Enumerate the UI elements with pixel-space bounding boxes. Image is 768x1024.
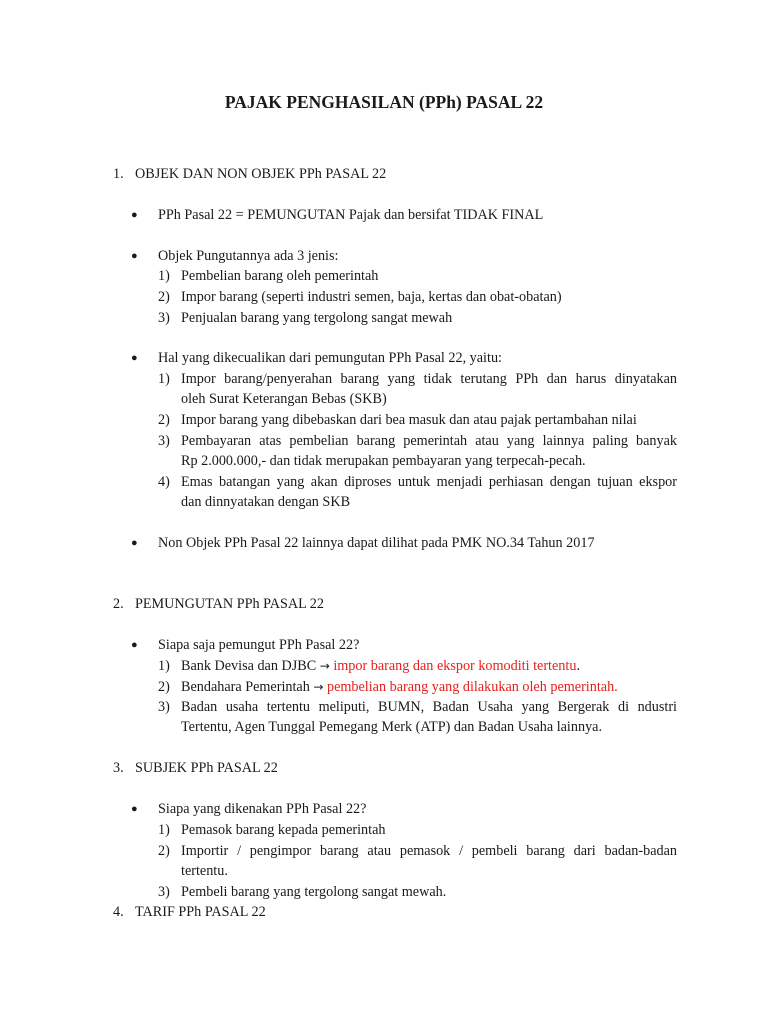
section-title: OBJEK DAN NON OBJEK PPh PASAL 22	[135, 166, 387, 182]
list-number: 3)	[158, 699, 170, 715]
list-number: 3)	[158, 310, 170, 326]
bullet-text: Siapa saja pemungut PPh Pasal 22?	[158, 637, 360, 653]
list-text	[181, 677, 618, 697]
list-number: 1)	[158, 268, 170, 284]
section-number: 4.	[113, 904, 124, 920]
list-text-plain: .	[576, 658, 580, 674]
bullet-icon: ●	[131, 803, 138, 815]
bullet-text: PPh Pasal 22 = PEMUNGUTAN Pajak dan bersifat TIDAK FINAL	[158, 207, 544, 223]
list-text: Impor barang (seperti industri semen, baja, kertas dan obat-obatan)	[181, 289, 562, 305]
highlight-text: pembelian barang yang dilakukan oleh pemerintah.	[326, 679, 618, 695]
list-text: Penjualan barang yang tergolong sangat mewah	[181, 310, 453, 326]
list-text: Pembelian barang oleh pemerintah	[181, 268, 379, 284]
arrow-right-icon: →	[313, 680, 324, 694]
bullet-text: Siapa yang dikenakan PPh Pasal 22?	[158, 801, 367, 817]
list-text: Impor barang yang dibebaskan dari bea masuk dan atau pajak pertambahan nilai	[181, 412, 637, 428]
list-number: 3)	[158, 884, 170, 900]
list-text: tertentu.	[181, 863, 228, 879]
list-number: 2)	[158, 679, 170, 695]
list-number: 1)	[158, 658, 170, 674]
list-text: Importir / pengimpor barang atau pemasok / pembeli barang dari badan-badan	[181, 843, 677, 859]
arrow-right-icon: →	[319, 659, 330, 673]
section-number: 3.	[113, 760, 124, 776]
list-number: 3)	[158, 433, 170, 449]
list-text: Rp 2.000.000,- dan tidak merupakan pembayaran yang terpecah-pecah.	[181, 453, 586, 469]
section-number: 1.	[113, 166, 124, 182]
section-number: 2.	[113, 596, 124, 612]
list-text	[181, 656, 580, 676]
bullet-text: Objek Pungutannya ada 3 jenis:	[158, 248, 339, 264]
list-number: 2)	[158, 412, 170, 428]
highlight-text: impor barang dan ekspor komoditi tertentu	[333, 658, 577, 674]
list-text: Emas batangan yang akan diproses untuk menjadi perhiasan dengan tujuan ekspor	[181, 474, 677, 490]
list-text: Badan usaha tertentu meliputi, BUMN, Badan Usaha yang Bergerak di ndustri	[181, 699, 677, 715]
bullet-icon: ●	[131, 209, 138, 221]
list-text: Impor barang/penyerahan barang yang tidak terutang PPh dan harus dinyatakan	[181, 371, 677, 387]
section-title: SUBJEK PPh PASAL 22	[135, 760, 278, 776]
bullet-icon: ●	[131, 250, 138, 262]
bullet-text: Non Objek PPh Pasal 22 lainnya dapat dilihat pada PMK NO.34 Tahun 2017	[158, 535, 595, 551]
document-title: PAJAK PENGHASILAN (PPh) PASAL 22	[224, 92, 544, 112]
section-title: TARIF PPh PASAL 22	[135, 904, 266, 920]
bullet-icon: ●	[131, 352, 138, 364]
list-text: Pembayaran atas pembelian barang pemerintah atau yang lainnya paling banyak	[181, 433, 677, 449]
list-text: Tertentu, Agen Tunggal Pemegang Merk (ATP) dan Badan Usaha lainnya.	[181, 719, 603, 735]
list-number: 2)	[158, 289, 170, 305]
list-text: Pemasok barang kepada pemerintah	[181, 822, 386, 838]
list-text: Pembeli barang yang tergolong sangat mewah.	[181, 884, 447, 900]
bullet-text: Hal yang dikecualikan dari pemungutan PPh Pasal 22, yaitu:	[158, 350, 502, 366]
bullet-icon: ●	[131, 639, 138, 651]
bullet-icon: ●	[131, 537, 138, 549]
list-number: 2)	[158, 843, 170, 859]
list-text-plain: Bank Devisa dan DJBC	[181, 658, 317, 674]
list-text-plain: Bendahara Pemerintah	[181, 679, 310, 695]
list-text: oleh Surat Keterangan Bebas (SKB)	[181, 391, 387, 407]
list-number: 1)	[158, 371, 170, 387]
list-number: 1)	[158, 822, 170, 838]
section-title: PEMUNGUTAN PPh PASAL 22	[135, 596, 324, 612]
list-text: dan dinnyatakan dengan SKB	[181, 494, 351, 510]
list-number: 4)	[158, 474, 170, 490]
